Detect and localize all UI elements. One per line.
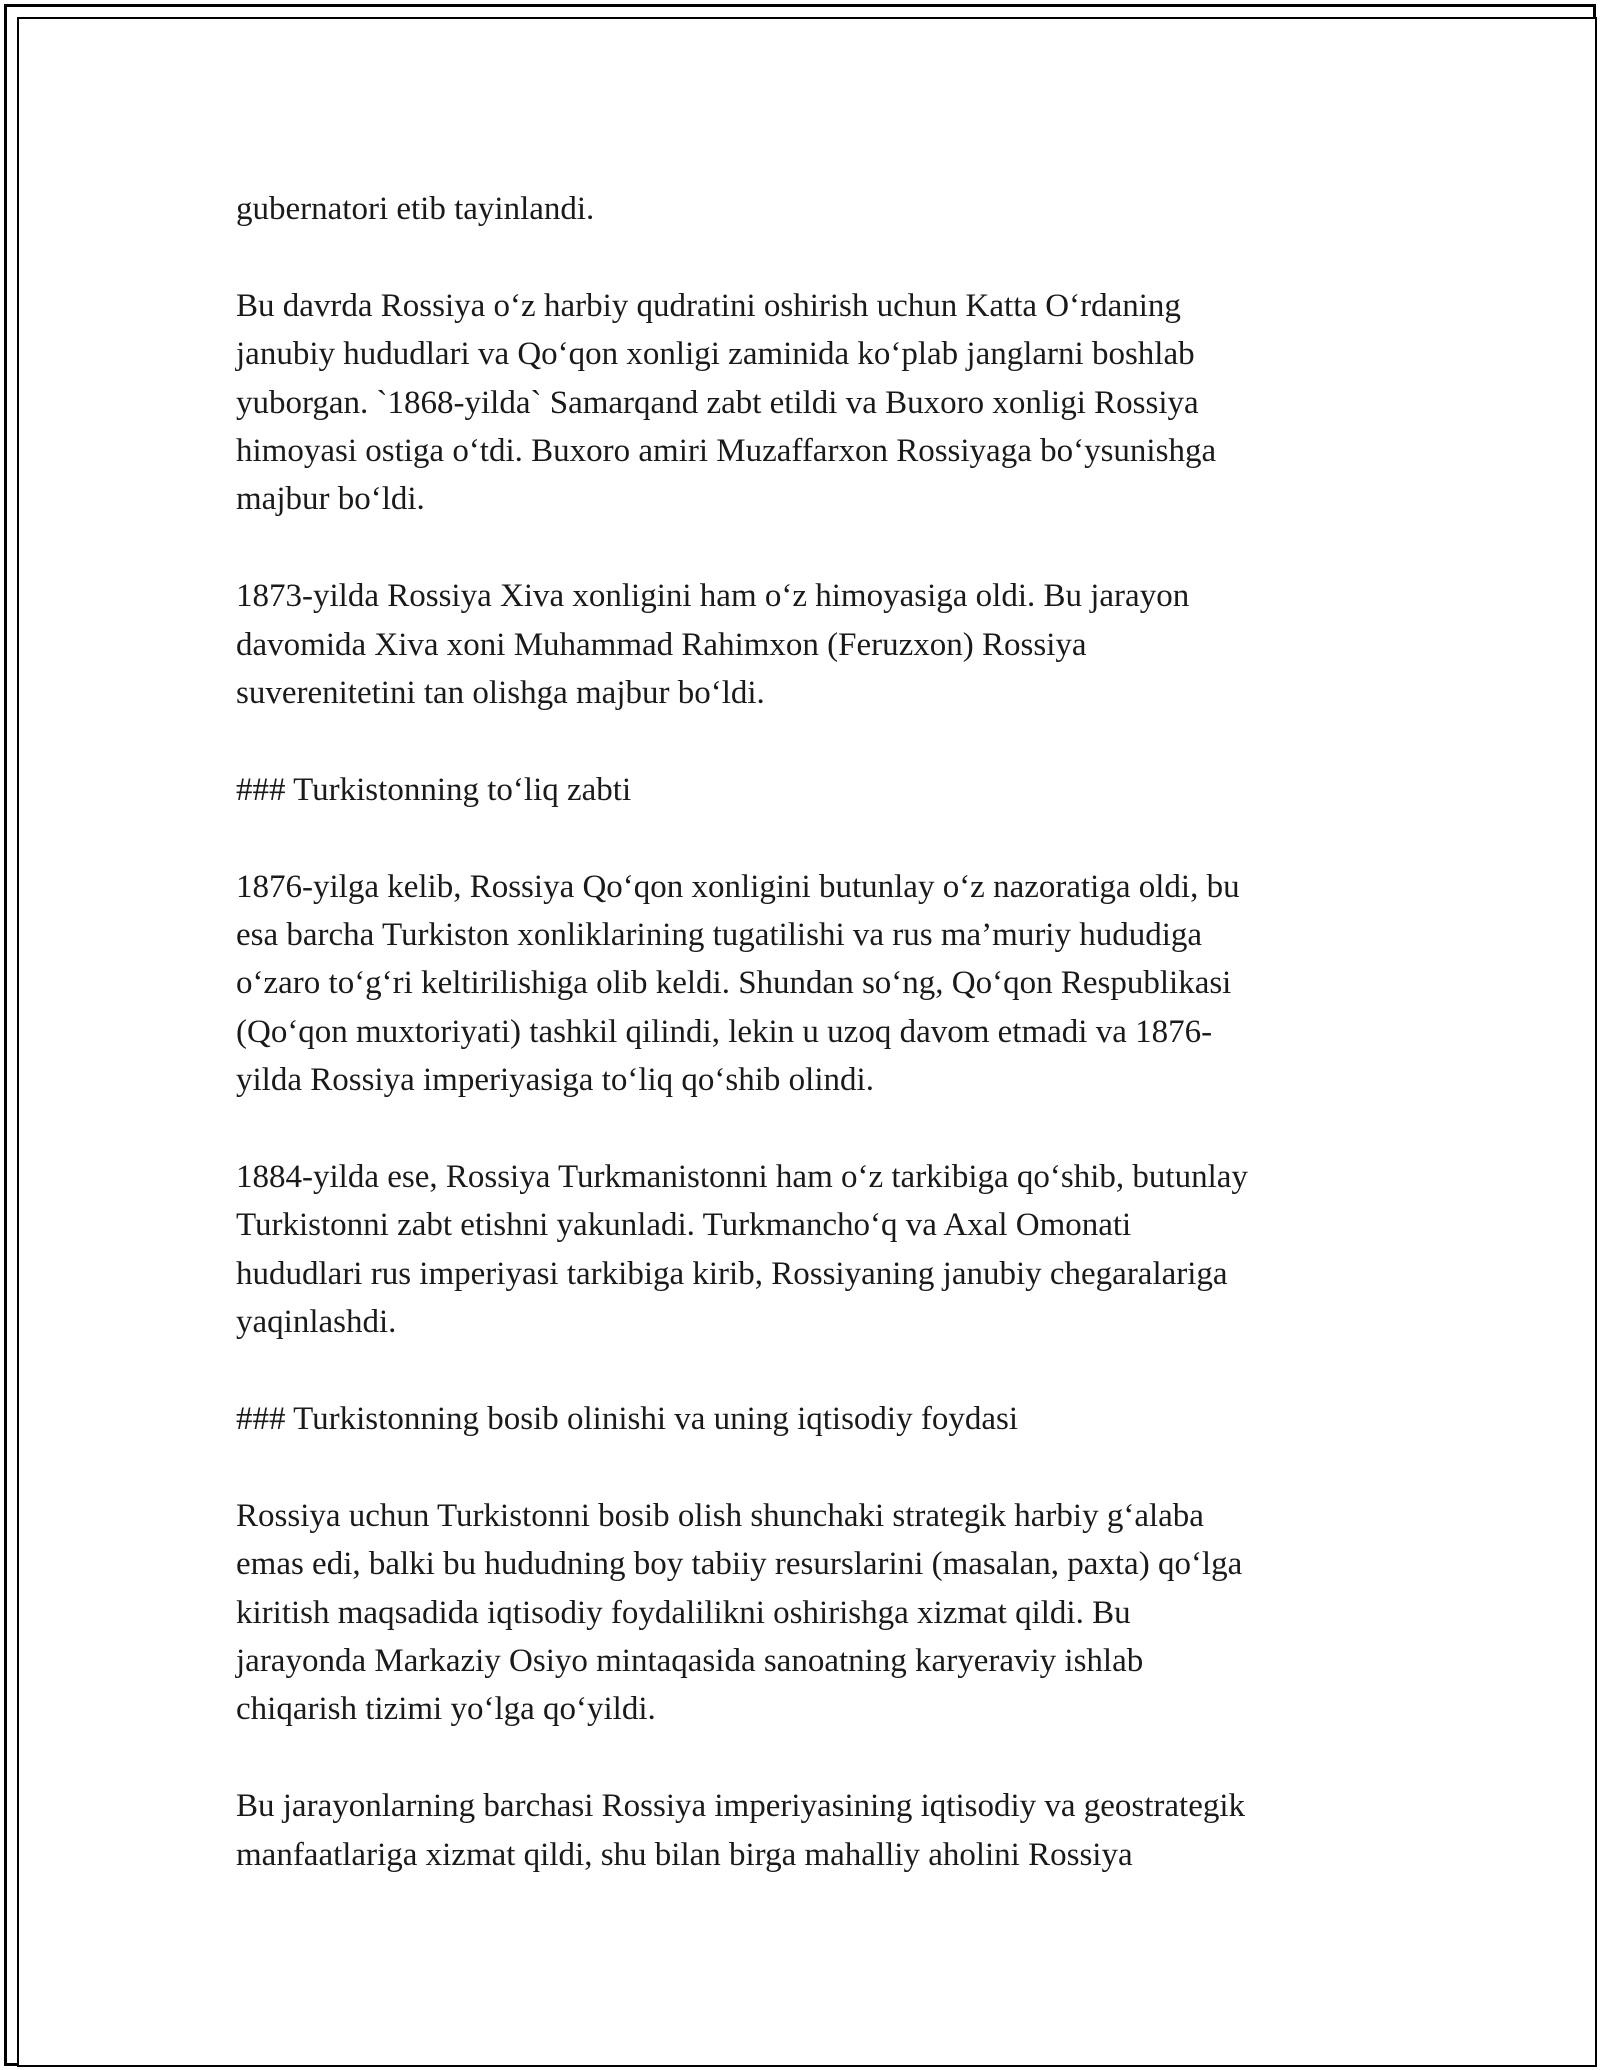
- paragraph-governor: [236, 185, 1396, 233]
- text-line: chiqarish tizimi yo‘lga qo‘yildi.: [236, 1691, 656, 1728]
- text-line: jarayonda Markaziy Osiyo mintaqasida sanoatning karyeraviy ishlab: [236, 1643, 1144, 1680]
- document-body: [236, 185, 1396, 1927]
- text-line: Bu jarayonlarning barchasi Rossiya imperiyasining iqtisodiy va geostrategik: [236, 1788, 1246, 1825]
- text-line: (Qo‘qon muxtoriyati) tashkil qilindi, lekin u uzoq davom etmadi va 1876-: [236, 1013, 1213, 1050]
- text-line: kiritish maqsadida iqtisodiy foydalilikni oshirishga xizmat qildi. Bu: [236, 1594, 1131, 1631]
- text-line: Bu davrda Rossiya o‘z harbiy qudratini oshirish uchun Katta O‘rdaning: [236, 287, 1181, 324]
- text-line: 1884-yilda ese, Rossiya Turkmanistonni ham o‘z tarkibiga qo‘shib, butunlay: [236, 1159, 1248, 1196]
- paragraph-khiva: [236, 572, 1396, 717]
- heading-line: ### Turkistonning bosib olinishi va uning iqtisodiy foydasi: [236, 1401, 1018, 1438]
- text-line: 1873-yilda Rossiya Xiva xonligini ham o‘z himoyasiga oldi. Bu jarayon: [236, 578, 1190, 615]
- text-line: Turkistonni zabt etishni yakunladi. Turkmancho‘q va Axal Omonati: [236, 1207, 1132, 1244]
- text-line: yuborgan. `1868-yilda` Samarqand zabt etildi va Buxoro xonligi Rossiya: [236, 384, 1199, 421]
- text-line: esa barcha Turkiston xonliklarining tugatilishi va rus ma’muriy hududiga: [236, 917, 1203, 954]
- text-line: davomida Xiva xoni Muhammad Rahimxon (Feruzxon) Rossiya: [236, 626, 1087, 663]
- text-line: emas edi, balki bu hududning boy tabiiy resurslarini (masalan, paxta) qo‘lga: [236, 1546, 1243, 1583]
- paragraph-resources: [236, 1492, 1396, 1734]
- paragraph-turkmenistan: [236, 1153, 1396, 1347]
- text-line: janubiy hududlari va Qo‘qon xonligi zaminida ko‘plab janglarni boshlab: [236, 336, 1195, 373]
- paragraph-interests: [236, 1782, 1396, 1879]
- text-line: majbur bo‘ldi.: [236, 481, 425, 518]
- text-line: yaqinlashdi.: [236, 1304, 397, 1341]
- text-line: gubernatori etib tayinlandi.: [236, 191, 595, 227]
- text-line: Rossiya uchun Turkistonni bosib olish shunchaki strategik harbiy g‘alaba: [236, 1497, 1204, 1534]
- text-line: 1876-yilga kelib, Rossiya Qo‘qon xonligini butunlay o‘z nazoratiga oldi, bu: [236, 868, 1240, 905]
- paragraph-samarkand: [236, 282, 1396, 524]
- text-line: suverenitetini tan olishga majbur bo‘ldi.: [236, 675, 765, 712]
- section-heading-full-conquest: [236, 766, 1396, 814]
- text-line: manfaatlariga xizmat qildi, shu bilan birga mahalliy aholini Rossiya: [236, 1836, 1133, 1873]
- text-line: o‘zaro to‘g‘ri keltirilishiga olib keldi. Shundan so‘ng, Qo‘qon Respublikasi: [236, 965, 1232, 1002]
- heading-line: ### Turkistonning to‘liq zabti: [236, 771, 632, 808]
- text-line: himoyasi ostiga o‘tdi. Buxoro amiri Muzaffarxon Rossiyaga bo‘ysunishga: [236, 433, 1217, 470]
- text-line: hududlari rus imperiyasi tarkibiga kirib, Rossiyaning janubiy chegaralariga: [236, 1255, 1228, 1292]
- text-line: yilda Rossiya imperiyasiga to‘liq qo‘shib olindi.: [236, 1062, 874, 1099]
- section-heading-economic-benefit: [236, 1395, 1396, 1443]
- paragraph-kokand: [236, 863, 1396, 1105]
